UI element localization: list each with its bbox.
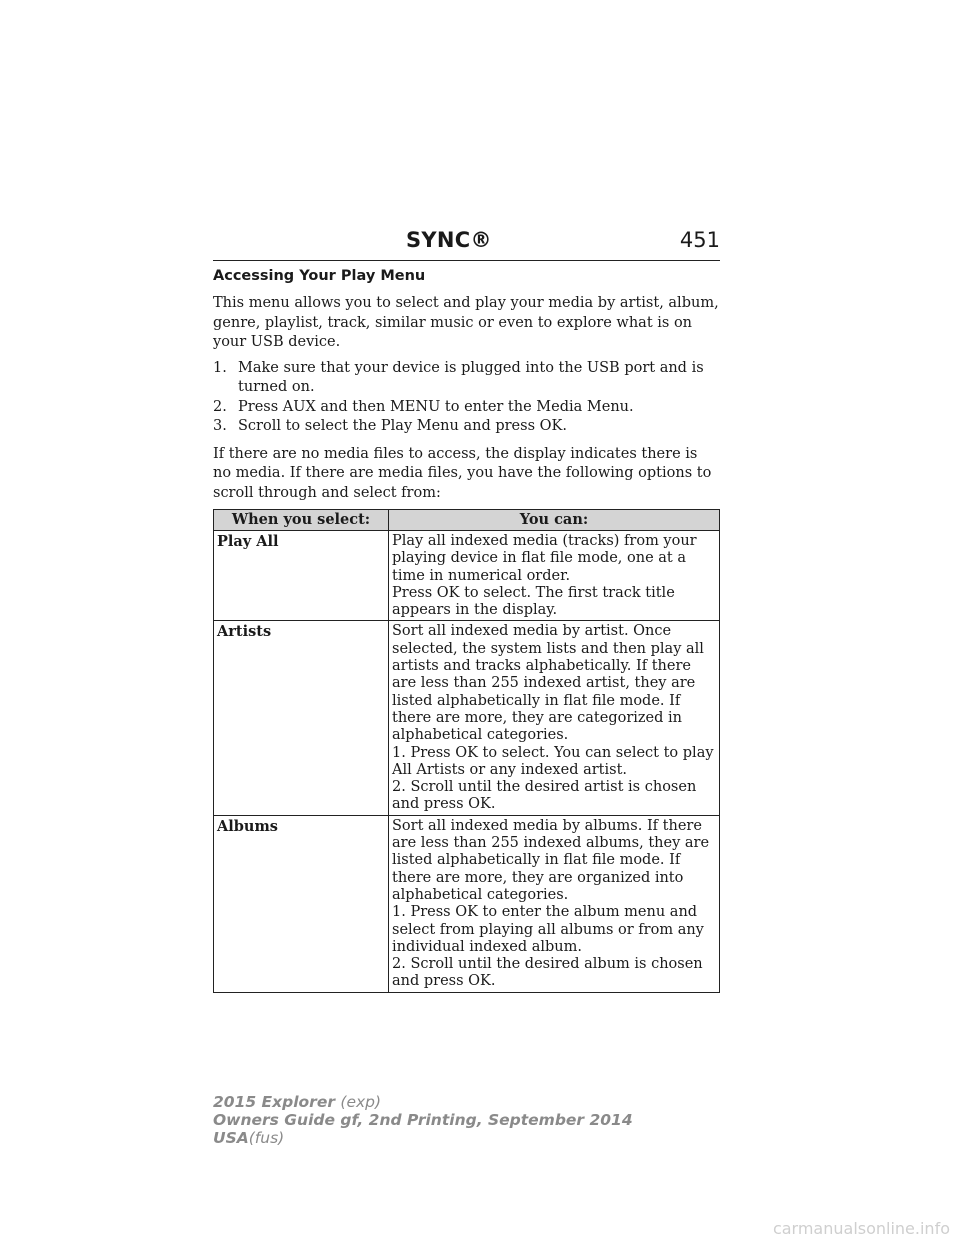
table-row — [214, 621, 720, 815]
intro-paragraph: This menu allows you to select and play your media by artist, album, genre, playlist, track, similar music or even to explore what is on your USB device. — [213, 295, 719, 350]
description-line: Play all indexed media (tracks) from your playing device in flat file mode, one at a time in numerical order. — [392, 533, 697, 584]
step-number: 3. — [213, 418, 227, 434]
footer-market: USA — [213, 1129, 249, 1147]
description-cell — [389, 531, 720, 621]
section-heading: Accessing Your Play Menu — [213, 268, 426, 284]
option-cell: Artists — [214, 621, 389, 815]
note-paragraph: If there are no media files to access, the display indicates there is no media. If there are media files, you have the following options to scroll through and select from: — [213, 445, 712, 501]
option-cell: Play All — [214, 531, 389, 621]
footer-model: 2015 Explorer — [213, 1093, 335, 1111]
footer-market-code: (fus) — [248, 1129, 285, 1147]
step-text: Make sure that your device is plugged into the USB port and is turned on. — [238, 359, 704, 395]
chapter-title: SYNC® — [406, 228, 492, 252]
footer-model-code: (exp) — [340, 1093, 382, 1111]
footer-printing: Owners Guide gf, 2nd Printing, September 2014 — [213, 1111, 633, 1129]
description-line: Sort all indexed media by albums. If there are less than 255 indexed albums, they are listed alphabetically in flat file mode. If there are more, they are organized into alphabetical categories. — [392, 817, 710, 903]
description-cell — [389, 815, 720, 992]
table-header-row — [214, 510, 720, 531]
steps-list — [213, 359, 720, 437]
description-cell — [389, 621, 720, 815]
description-line: Sort all indexed media by artist. Once selected, the system lists and then play all artists and tracks alphabetically. If there are less than 255 indexed artist, they are listed alphabetically in flat file mode. If there are more, they are categorized in alphabetical categories. — [392, 623, 704, 744]
page-footer — [213, 1093, 633, 1147]
table-row — [214, 531, 720, 621]
description-line: 1. Press OK to enter the album menu and select from playing all albums or from any individual indexed album. — [392, 904, 704, 955]
step-text: Scroll to select the Play Menu and press OK. — [238, 418, 567, 434]
description-line: 2. Scroll until the desired album is chosen and press OK. — [392, 956, 703, 990]
watermark-text: carmanualsonline.info — [772, 1219, 950, 1238]
column-header-action: You can: — [389, 510, 720, 531]
page-header — [213, 228, 720, 261]
step-item — [213, 417, 720, 437]
footer-line-market — [213, 1129, 633, 1147]
step-text: Press AUX and then MENU to enter the Media Menu. — [238, 398, 634, 415]
column-header-option: When you select: — [214, 510, 389, 531]
description-line: Press OK to select. The first track title appears in the display. — [392, 584, 675, 619]
step-number: 2. — [213, 398, 227, 415]
play-menu-table — [213, 509, 720, 993]
page-content — [213, 266, 720, 993]
description-line: 1. Press OK to select. You can select to play All Artists or any indexed artist. — [392, 744, 714, 778]
description-line: 2. Scroll until the desired artist is chosen and press OK. — [392, 779, 697, 813]
option-cell: Albums — [214, 815, 389, 992]
footer-line-model — [213, 1093, 633, 1111]
table-row — [214, 815, 720, 992]
step-item — [213, 398, 720, 418]
page-number: 451 — [679, 228, 720, 252]
step-number: 1. — [213, 359, 227, 376]
step-item — [213, 359, 720, 398]
